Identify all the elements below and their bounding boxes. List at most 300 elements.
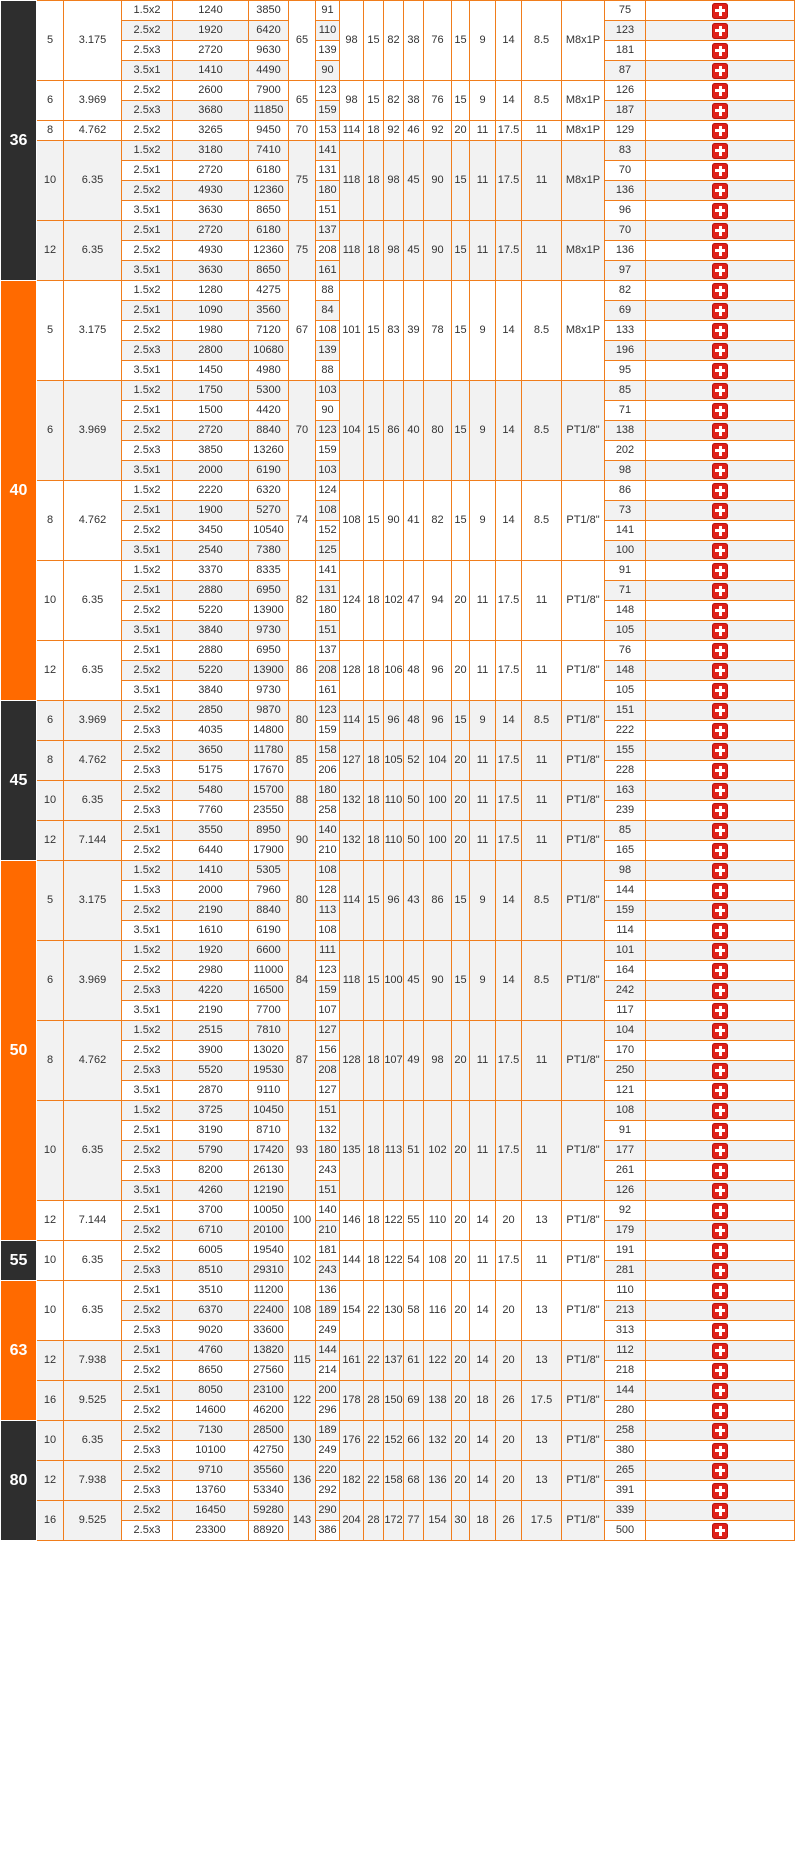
medical-cross-icon[interactable] bbox=[712, 1363, 728, 1379]
action-cell bbox=[646, 541, 795, 561]
oil-hole-cell: PT1/8" bbox=[562, 1021, 605, 1101]
dim-y-cell: 17.5 bbox=[496, 141, 522, 221]
lead-cell: 16 bbox=[37, 1501, 64, 1541]
medical-cross-icon[interactable] bbox=[712, 503, 728, 519]
dim-d-cell: 124 bbox=[340, 561, 364, 641]
circuit-cell: 2.5x2 bbox=[122, 901, 173, 921]
medical-cross-icon[interactable] bbox=[712, 723, 728, 739]
dynamic-load-cell: 2190 bbox=[173, 1001, 249, 1021]
table-row bbox=[1, 701, 795, 721]
medical-cross-icon[interactable] bbox=[712, 1323, 728, 1339]
weight-cell: 112 bbox=[605, 1341, 646, 1361]
medical-cross-icon[interactable] bbox=[712, 1383, 728, 1399]
stiffness-cell: 125 bbox=[316, 541, 340, 561]
static-load-cell: 11780 bbox=[249, 741, 289, 761]
medical-cross-icon[interactable] bbox=[712, 443, 728, 459]
medical-cross-icon[interactable] bbox=[712, 283, 728, 299]
medical-cross-icon[interactable] bbox=[712, 1203, 728, 1219]
lead-cell: 10 bbox=[37, 781, 64, 821]
circuit-cell: 3.5x1 bbox=[122, 361, 173, 381]
circuit-cell: 2.5x2 bbox=[122, 241, 173, 261]
dim-l-cell: 39 bbox=[404, 281, 424, 381]
dim-y-cell: 17.5 bbox=[496, 1101, 522, 1201]
ball-diameter-cell: 6.35 bbox=[64, 141, 122, 221]
table-row bbox=[1, 941, 795, 961]
medical-cross-icon[interactable] bbox=[712, 223, 728, 239]
medical-cross-icon[interactable] bbox=[712, 843, 728, 859]
dim-y-cell: 17.5 bbox=[496, 1241, 522, 1281]
medical-cross-icon[interactable] bbox=[712, 563, 728, 579]
module-size-cell: 63 bbox=[1, 1281, 37, 1421]
medical-cross-icon[interactable] bbox=[712, 383, 728, 399]
static-load-cell: 12360 bbox=[249, 241, 289, 261]
medical-cross-icon[interactable] bbox=[712, 1463, 728, 1479]
dim-y-cell: 20 bbox=[496, 1421, 522, 1461]
table-row bbox=[1, 1201, 795, 1221]
medical-cross-icon[interactable] bbox=[712, 1523, 728, 1539]
dim-w-cell: 154 bbox=[424, 1501, 452, 1541]
oil-hole-cell: PT1/8" bbox=[562, 941, 605, 1021]
oil-hole-cell: PT1/8" bbox=[562, 1241, 605, 1281]
medical-cross-icon[interactable] bbox=[712, 243, 728, 259]
nut-length-cell: 70 bbox=[289, 121, 316, 141]
dynamic-load-cell: 4930 bbox=[173, 181, 249, 201]
stiffness-cell: 180 bbox=[316, 601, 340, 621]
dim-h-cell: 20 bbox=[452, 741, 470, 781]
action-cell bbox=[646, 421, 795, 441]
circuit-cell: 3.5x1 bbox=[122, 201, 173, 221]
dynamic-load-cell: 2880 bbox=[173, 581, 249, 601]
medical-cross-icon[interactable] bbox=[712, 803, 728, 819]
circuit-cell: 3.5x1 bbox=[122, 921, 173, 941]
module-size-cell: 45 bbox=[1, 701, 37, 861]
action-cell bbox=[646, 1121, 795, 1141]
dim-b-cell: 86 bbox=[384, 381, 404, 481]
dim-z-cell: 11 bbox=[522, 1021, 562, 1101]
circuit-cell: 3.5x1 bbox=[122, 1001, 173, 1021]
action-cell bbox=[646, 1021, 795, 1041]
table-row bbox=[1, 781, 795, 801]
medical-cross-icon[interactable] bbox=[712, 3, 728, 19]
dim-d-cell: 118 bbox=[340, 141, 364, 221]
dim-z-cell: 11 bbox=[522, 221, 562, 281]
dim-w-cell: 76 bbox=[424, 81, 452, 121]
static-load-cell: 9730 bbox=[249, 681, 289, 701]
medical-cross-icon[interactable] bbox=[712, 43, 728, 59]
stiffness-cell: 292 bbox=[316, 1481, 340, 1501]
ball-diameter-cell: 6.35 bbox=[64, 1101, 122, 1201]
action-cell bbox=[646, 721, 795, 741]
dim-b-cell: 107 bbox=[384, 1021, 404, 1101]
medical-cross-icon[interactable] bbox=[712, 1003, 728, 1019]
action-cell bbox=[646, 621, 795, 641]
weight-cell: 97 bbox=[605, 261, 646, 281]
lead-cell: 12 bbox=[37, 821, 64, 861]
medical-cross-icon[interactable] bbox=[712, 403, 728, 419]
ball-diameter-cell: 3.969 bbox=[64, 701, 122, 741]
table-row bbox=[1, 1341, 795, 1361]
dim-x-cell: 11 bbox=[470, 641, 496, 701]
weight-cell: 151 bbox=[605, 701, 646, 721]
table-row bbox=[1, 1461, 795, 1481]
action-cell bbox=[646, 1161, 795, 1181]
medical-cross-icon[interactable] bbox=[712, 603, 728, 619]
static-load-cell: 8950 bbox=[249, 821, 289, 841]
dim-a-cell: 28 bbox=[364, 1501, 384, 1541]
oil-hole-cell: PT1/8" bbox=[562, 1341, 605, 1381]
action-cell bbox=[646, 1421, 795, 1441]
dim-d-cell: 114 bbox=[340, 121, 364, 141]
medical-cross-icon[interactable] bbox=[712, 1483, 728, 1499]
static-load-cell: 10540 bbox=[249, 521, 289, 541]
medical-cross-icon[interactable] bbox=[712, 543, 728, 559]
stiffness-cell: 131 bbox=[316, 581, 340, 601]
dynamic-load-cell: 5220 bbox=[173, 661, 249, 681]
medical-cross-icon[interactable] bbox=[712, 1083, 728, 1099]
circuit-cell: 2.5x2 bbox=[122, 421, 173, 441]
dynamic-load-cell: 13760 bbox=[173, 1481, 249, 1501]
medical-cross-icon[interactable] bbox=[712, 703, 728, 719]
dim-l-cell: 45 bbox=[404, 141, 424, 221]
oil-hole-cell: PT1/8" bbox=[562, 1381, 605, 1421]
static-load-cell: 6420 bbox=[249, 21, 289, 41]
medical-cross-icon[interactable] bbox=[712, 263, 728, 279]
medical-cross-icon[interactable] bbox=[712, 143, 728, 159]
medical-cross-icon[interactable] bbox=[712, 163, 728, 179]
dynamic-load-cell: 1280 bbox=[173, 281, 249, 301]
dim-z-cell: 8.5 bbox=[522, 381, 562, 481]
oil-hole-cell: PT1/8" bbox=[562, 1281, 605, 1341]
medical-cross-icon[interactable] bbox=[712, 863, 728, 879]
stiffness-cell: 258 bbox=[316, 801, 340, 821]
static-load-cell: 10050 bbox=[249, 1201, 289, 1221]
medical-cross-icon[interactable] bbox=[712, 883, 728, 899]
weight-cell: 258 bbox=[605, 1421, 646, 1441]
dim-h-cell: 15 bbox=[452, 481, 470, 561]
medical-cross-icon[interactable] bbox=[712, 963, 728, 979]
stiffness-cell: 152 bbox=[316, 521, 340, 541]
dim-a-cell: 22 bbox=[364, 1461, 384, 1501]
dynamic-load-cell: 5175 bbox=[173, 761, 249, 781]
dynamic-load-cell: 3840 bbox=[173, 681, 249, 701]
medical-cross-icon[interactable] bbox=[712, 1043, 728, 1059]
dynamic-load-cell: 3700 bbox=[173, 1201, 249, 1221]
weight-cell: 114 bbox=[605, 921, 646, 941]
dynamic-load-cell: 8510 bbox=[173, 1261, 249, 1281]
action-cell bbox=[646, 1301, 795, 1321]
dim-a-cell: 15 bbox=[364, 81, 384, 121]
medical-cross-icon[interactable] bbox=[712, 523, 728, 539]
medical-cross-icon[interactable] bbox=[712, 1063, 728, 1079]
dim-w-cell: 78 bbox=[424, 281, 452, 381]
medical-cross-icon[interactable] bbox=[712, 1103, 728, 1119]
static-load-cell: 53340 bbox=[249, 1481, 289, 1501]
dim-h-cell: 15 bbox=[452, 1, 470, 81]
static-load-cell: 9110 bbox=[249, 1081, 289, 1101]
weight-cell: 133 bbox=[605, 321, 646, 341]
dim-x-cell: 9 bbox=[470, 1, 496, 81]
medical-cross-icon[interactable] bbox=[712, 903, 728, 919]
dynamic-load-cell: 1750 bbox=[173, 381, 249, 401]
weight-cell: 202 bbox=[605, 441, 646, 461]
medical-cross-icon[interactable] bbox=[712, 423, 728, 439]
oil-hole-cell: PT1/8" bbox=[562, 481, 605, 561]
medical-cross-icon[interactable] bbox=[712, 1503, 728, 1519]
dim-z-cell: 11 bbox=[522, 1101, 562, 1201]
static-load-cell: 6320 bbox=[249, 481, 289, 501]
dim-x-cell: 9 bbox=[470, 81, 496, 121]
medical-cross-icon[interactable] bbox=[712, 1423, 728, 1439]
dim-a-cell: 18 bbox=[364, 821, 384, 861]
dim-b-cell: 96 bbox=[384, 701, 404, 741]
medical-cross-icon[interactable] bbox=[712, 1443, 728, 1459]
oil-hole-cell: PT1/8" bbox=[562, 381, 605, 481]
static-load-cell: 3850 bbox=[249, 1, 289, 21]
action-cell bbox=[646, 381, 795, 401]
medical-cross-icon[interactable] bbox=[712, 183, 728, 199]
medical-cross-icon[interactable] bbox=[712, 343, 728, 359]
medical-cross-icon[interactable] bbox=[712, 1343, 728, 1359]
dim-d-cell: 98 bbox=[340, 1, 364, 81]
weight-cell: 104 bbox=[605, 1021, 646, 1041]
dynamic-load-cell: 6440 bbox=[173, 841, 249, 861]
dynamic-load-cell: 9710 bbox=[173, 1461, 249, 1481]
static-load-cell: 11200 bbox=[249, 1281, 289, 1301]
dim-a-cell: 18 bbox=[364, 1241, 384, 1281]
circuit-cell: 2.5x2 bbox=[122, 1141, 173, 1161]
weight-cell: 108 bbox=[605, 1101, 646, 1121]
dim-h-cell: 15 bbox=[452, 381, 470, 481]
static-load-cell: 7810 bbox=[249, 1021, 289, 1041]
medical-cross-icon[interactable] bbox=[712, 763, 728, 779]
dim-y-cell: 14 bbox=[496, 81, 522, 121]
dim-l-cell: 58 bbox=[404, 1281, 424, 1341]
dim-x-cell: 9 bbox=[470, 481, 496, 561]
stiffness-cell: 108 bbox=[316, 861, 340, 881]
dim-h-cell: 20 bbox=[452, 1421, 470, 1461]
medical-cross-icon[interactable] bbox=[712, 583, 728, 599]
dim-w-cell: 116 bbox=[424, 1281, 452, 1341]
medical-cross-icon[interactable] bbox=[712, 1243, 728, 1259]
dim-b-cell: 92 bbox=[384, 121, 404, 141]
weight-cell: 73 bbox=[605, 501, 646, 521]
static-load-cell: 7960 bbox=[249, 881, 289, 901]
stiffness-cell: 180 bbox=[316, 1141, 340, 1161]
module-size-cell: 80 bbox=[1, 1421, 37, 1541]
circuit-cell: 2.5x3 bbox=[122, 801, 173, 821]
dim-a-cell: 28 bbox=[364, 1381, 384, 1421]
circuit-cell: 2.5x2 bbox=[122, 961, 173, 981]
stiffness-cell: 139 bbox=[316, 41, 340, 61]
stiffness-cell: 88 bbox=[316, 281, 340, 301]
medical-cross-icon[interactable] bbox=[712, 643, 728, 659]
dim-x-cell: 18 bbox=[470, 1381, 496, 1421]
weight-cell: 95 bbox=[605, 361, 646, 381]
nut-length-cell: 143 bbox=[289, 1501, 316, 1541]
dim-x-cell: 14 bbox=[470, 1281, 496, 1341]
dim-z-cell: 13 bbox=[522, 1281, 562, 1341]
weight-cell: 129 bbox=[605, 121, 646, 141]
nut-length-cell: 80 bbox=[289, 861, 316, 941]
weight-cell: 121 bbox=[605, 1081, 646, 1101]
dim-w-cell: 90 bbox=[424, 141, 452, 221]
oil-hole-cell: M8x1P bbox=[562, 121, 605, 141]
medical-cross-icon[interactable] bbox=[712, 363, 728, 379]
medical-cross-icon[interactable] bbox=[712, 203, 728, 219]
oil-hole-cell: M8x1P bbox=[562, 141, 605, 221]
dim-l-cell: 48 bbox=[404, 641, 424, 701]
dim-a-cell: 18 bbox=[364, 1201, 384, 1241]
circuit-cell: 2.5x3 bbox=[122, 1161, 173, 1181]
table-row bbox=[1, 1021, 795, 1041]
medical-cross-icon[interactable] bbox=[712, 23, 728, 39]
static-load-cell: 8335 bbox=[249, 561, 289, 581]
dynamic-load-cell: 6710 bbox=[173, 1221, 249, 1241]
dim-d-cell: 127 bbox=[340, 741, 364, 781]
dynamic-load-cell: 2000 bbox=[173, 881, 249, 901]
weight-cell: 380 bbox=[605, 1441, 646, 1461]
static-load-cell: 3560 bbox=[249, 301, 289, 321]
dim-d-cell: 108 bbox=[340, 481, 364, 561]
ball-diameter-cell: 6.35 bbox=[64, 561, 122, 641]
dynamic-load-cell: 3900 bbox=[173, 1041, 249, 1061]
medical-cross-icon[interactable] bbox=[712, 103, 728, 119]
stiffness-cell: 91 bbox=[316, 1, 340, 21]
dim-h-cell: 15 bbox=[452, 81, 470, 121]
stiffness-cell: 108 bbox=[316, 321, 340, 341]
ball-diameter-cell: 4.762 bbox=[64, 481, 122, 561]
lead-cell: 6 bbox=[37, 941, 64, 1021]
action-cell bbox=[646, 81, 795, 101]
medical-cross-icon[interactable] bbox=[712, 483, 728, 499]
dim-b-cell: 82 bbox=[384, 1, 404, 81]
medical-cross-icon[interactable] bbox=[712, 923, 728, 939]
oil-hole-cell: PT1/8" bbox=[562, 701, 605, 741]
dim-a-cell: 15 bbox=[364, 381, 384, 481]
table-row bbox=[1, 81, 795, 101]
medical-cross-icon[interactable] bbox=[712, 983, 728, 999]
stiffness-cell: 123 bbox=[316, 961, 340, 981]
dynamic-load-cell: 5480 bbox=[173, 781, 249, 801]
dim-l-cell: 41 bbox=[404, 481, 424, 561]
static-load-cell: 8840 bbox=[249, 421, 289, 441]
medical-cross-icon[interactable] bbox=[712, 663, 728, 679]
weight-cell: 239 bbox=[605, 801, 646, 821]
weight-cell: 281 bbox=[605, 1261, 646, 1281]
weight-cell: 91 bbox=[605, 1121, 646, 1141]
dynamic-load-cell: 2800 bbox=[173, 341, 249, 361]
static-load-cell: 35560 bbox=[249, 1461, 289, 1481]
stiffness-cell: 127 bbox=[316, 1021, 340, 1041]
dim-l-cell: 51 bbox=[404, 1101, 424, 1201]
medical-cross-icon[interactable] bbox=[712, 323, 728, 339]
medical-cross-icon[interactable] bbox=[712, 683, 728, 699]
static-load-cell: 5270 bbox=[249, 501, 289, 521]
nut-length-cell: 85 bbox=[289, 741, 316, 781]
medical-cross-icon[interactable] bbox=[712, 463, 728, 479]
static-load-cell: 12360 bbox=[249, 181, 289, 201]
dim-a-cell: 15 bbox=[364, 701, 384, 741]
medical-cross-icon[interactable] bbox=[712, 623, 728, 639]
medical-cross-icon[interactable] bbox=[712, 63, 728, 79]
dim-l-cell: 50 bbox=[404, 821, 424, 861]
weight-cell: 313 bbox=[605, 1321, 646, 1341]
medical-cross-icon[interactable] bbox=[712, 1403, 728, 1419]
action-cell bbox=[646, 361, 795, 381]
medical-cross-icon[interactable] bbox=[712, 123, 728, 139]
dim-l-cell: 45 bbox=[404, 221, 424, 281]
static-load-cell: 33600 bbox=[249, 1321, 289, 1341]
lead-cell: 10 bbox=[37, 1241, 64, 1281]
dim-d-cell: 114 bbox=[340, 861, 364, 941]
medical-cross-icon[interactable] bbox=[712, 1163, 728, 1179]
dim-l-cell: 66 bbox=[404, 1421, 424, 1461]
table-row bbox=[1, 1501, 795, 1521]
dynamic-load-cell: 8200 bbox=[173, 1161, 249, 1181]
medical-cross-icon[interactable] bbox=[712, 823, 728, 839]
action-cell bbox=[646, 1441, 795, 1461]
action-cell bbox=[646, 1141, 795, 1161]
medical-cross-icon[interactable] bbox=[712, 783, 728, 799]
dim-w-cell: 94 bbox=[424, 561, 452, 641]
action-cell bbox=[646, 1261, 795, 1281]
dynamic-load-cell: 2190 bbox=[173, 901, 249, 921]
circuit-cell: 3.5x1 bbox=[122, 1081, 173, 1101]
medical-cross-icon[interactable] bbox=[712, 1143, 728, 1159]
dim-w-cell: 90 bbox=[424, 941, 452, 1021]
dynamic-load-cell: 1920 bbox=[173, 941, 249, 961]
weight-cell: 165 bbox=[605, 841, 646, 861]
static-load-cell: 8710 bbox=[249, 1121, 289, 1141]
static-load-cell: 13020 bbox=[249, 1041, 289, 1061]
dim-l-cell: 46 bbox=[404, 121, 424, 141]
medical-cross-icon[interactable] bbox=[712, 1283, 728, 1299]
medical-cross-icon[interactable] bbox=[712, 1263, 728, 1279]
circuit-cell: 2.5x1 bbox=[122, 1381, 173, 1401]
dim-b-cell: 110 bbox=[384, 781, 404, 821]
medical-cross-icon[interactable] bbox=[712, 1023, 728, 1039]
static-load-cell: 6950 bbox=[249, 641, 289, 661]
dim-y-cell: 17.5 bbox=[496, 781, 522, 821]
dim-b-cell: 113 bbox=[384, 1101, 404, 1201]
dim-a-cell: 15 bbox=[364, 481, 384, 561]
medical-cross-icon[interactable] bbox=[712, 943, 728, 959]
dim-z-cell: 11 bbox=[522, 821, 562, 861]
lead-cell: 5 bbox=[37, 1, 64, 81]
dynamic-load-cell: 3680 bbox=[173, 101, 249, 121]
dim-d-cell: 128 bbox=[340, 1021, 364, 1101]
dim-h-cell: 20 bbox=[452, 781, 470, 821]
medical-cross-icon[interactable] bbox=[712, 1123, 728, 1139]
medical-cross-icon[interactable] bbox=[712, 303, 728, 319]
medical-cross-icon[interactable] bbox=[712, 1303, 728, 1319]
dim-w-cell: 86 bbox=[424, 861, 452, 941]
medical-cross-icon[interactable] bbox=[712, 83, 728, 99]
dynamic-load-cell: 7760 bbox=[173, 801, 249, 821]
medical-cross-icon[interactable] bbox=[712, 1223, 728, 1239]
circuit-cell: 2.5x2 bbox=[122, 181, 173, 201]
dim-x-cell: 9 bbox=[470, 281, 496, 381]
stiffness-cell: 153 bbox=[316, 121, 340, 141]
medical-cross-icon[interactable] bbox=[712, 743, 728, 759]
weight-cell: 70 bbox=[605, 161, 646, 181]
static-load-cell: 6180 bbox=[249, 221, 289, 241]
stiffness-cell: 159 bbox=[316, 721, 340, 741]
medical-cross-icon[interactable] bbox=[712, 1183, 728, 1199]
dim-y-cell: 14 bbox=[496, 861, 522, 941]
stiffness-cell: 110 bbox=[316, 21, 340, 41]
weight-cell: 265 bbox=[605, 1461, 646, 1481]
